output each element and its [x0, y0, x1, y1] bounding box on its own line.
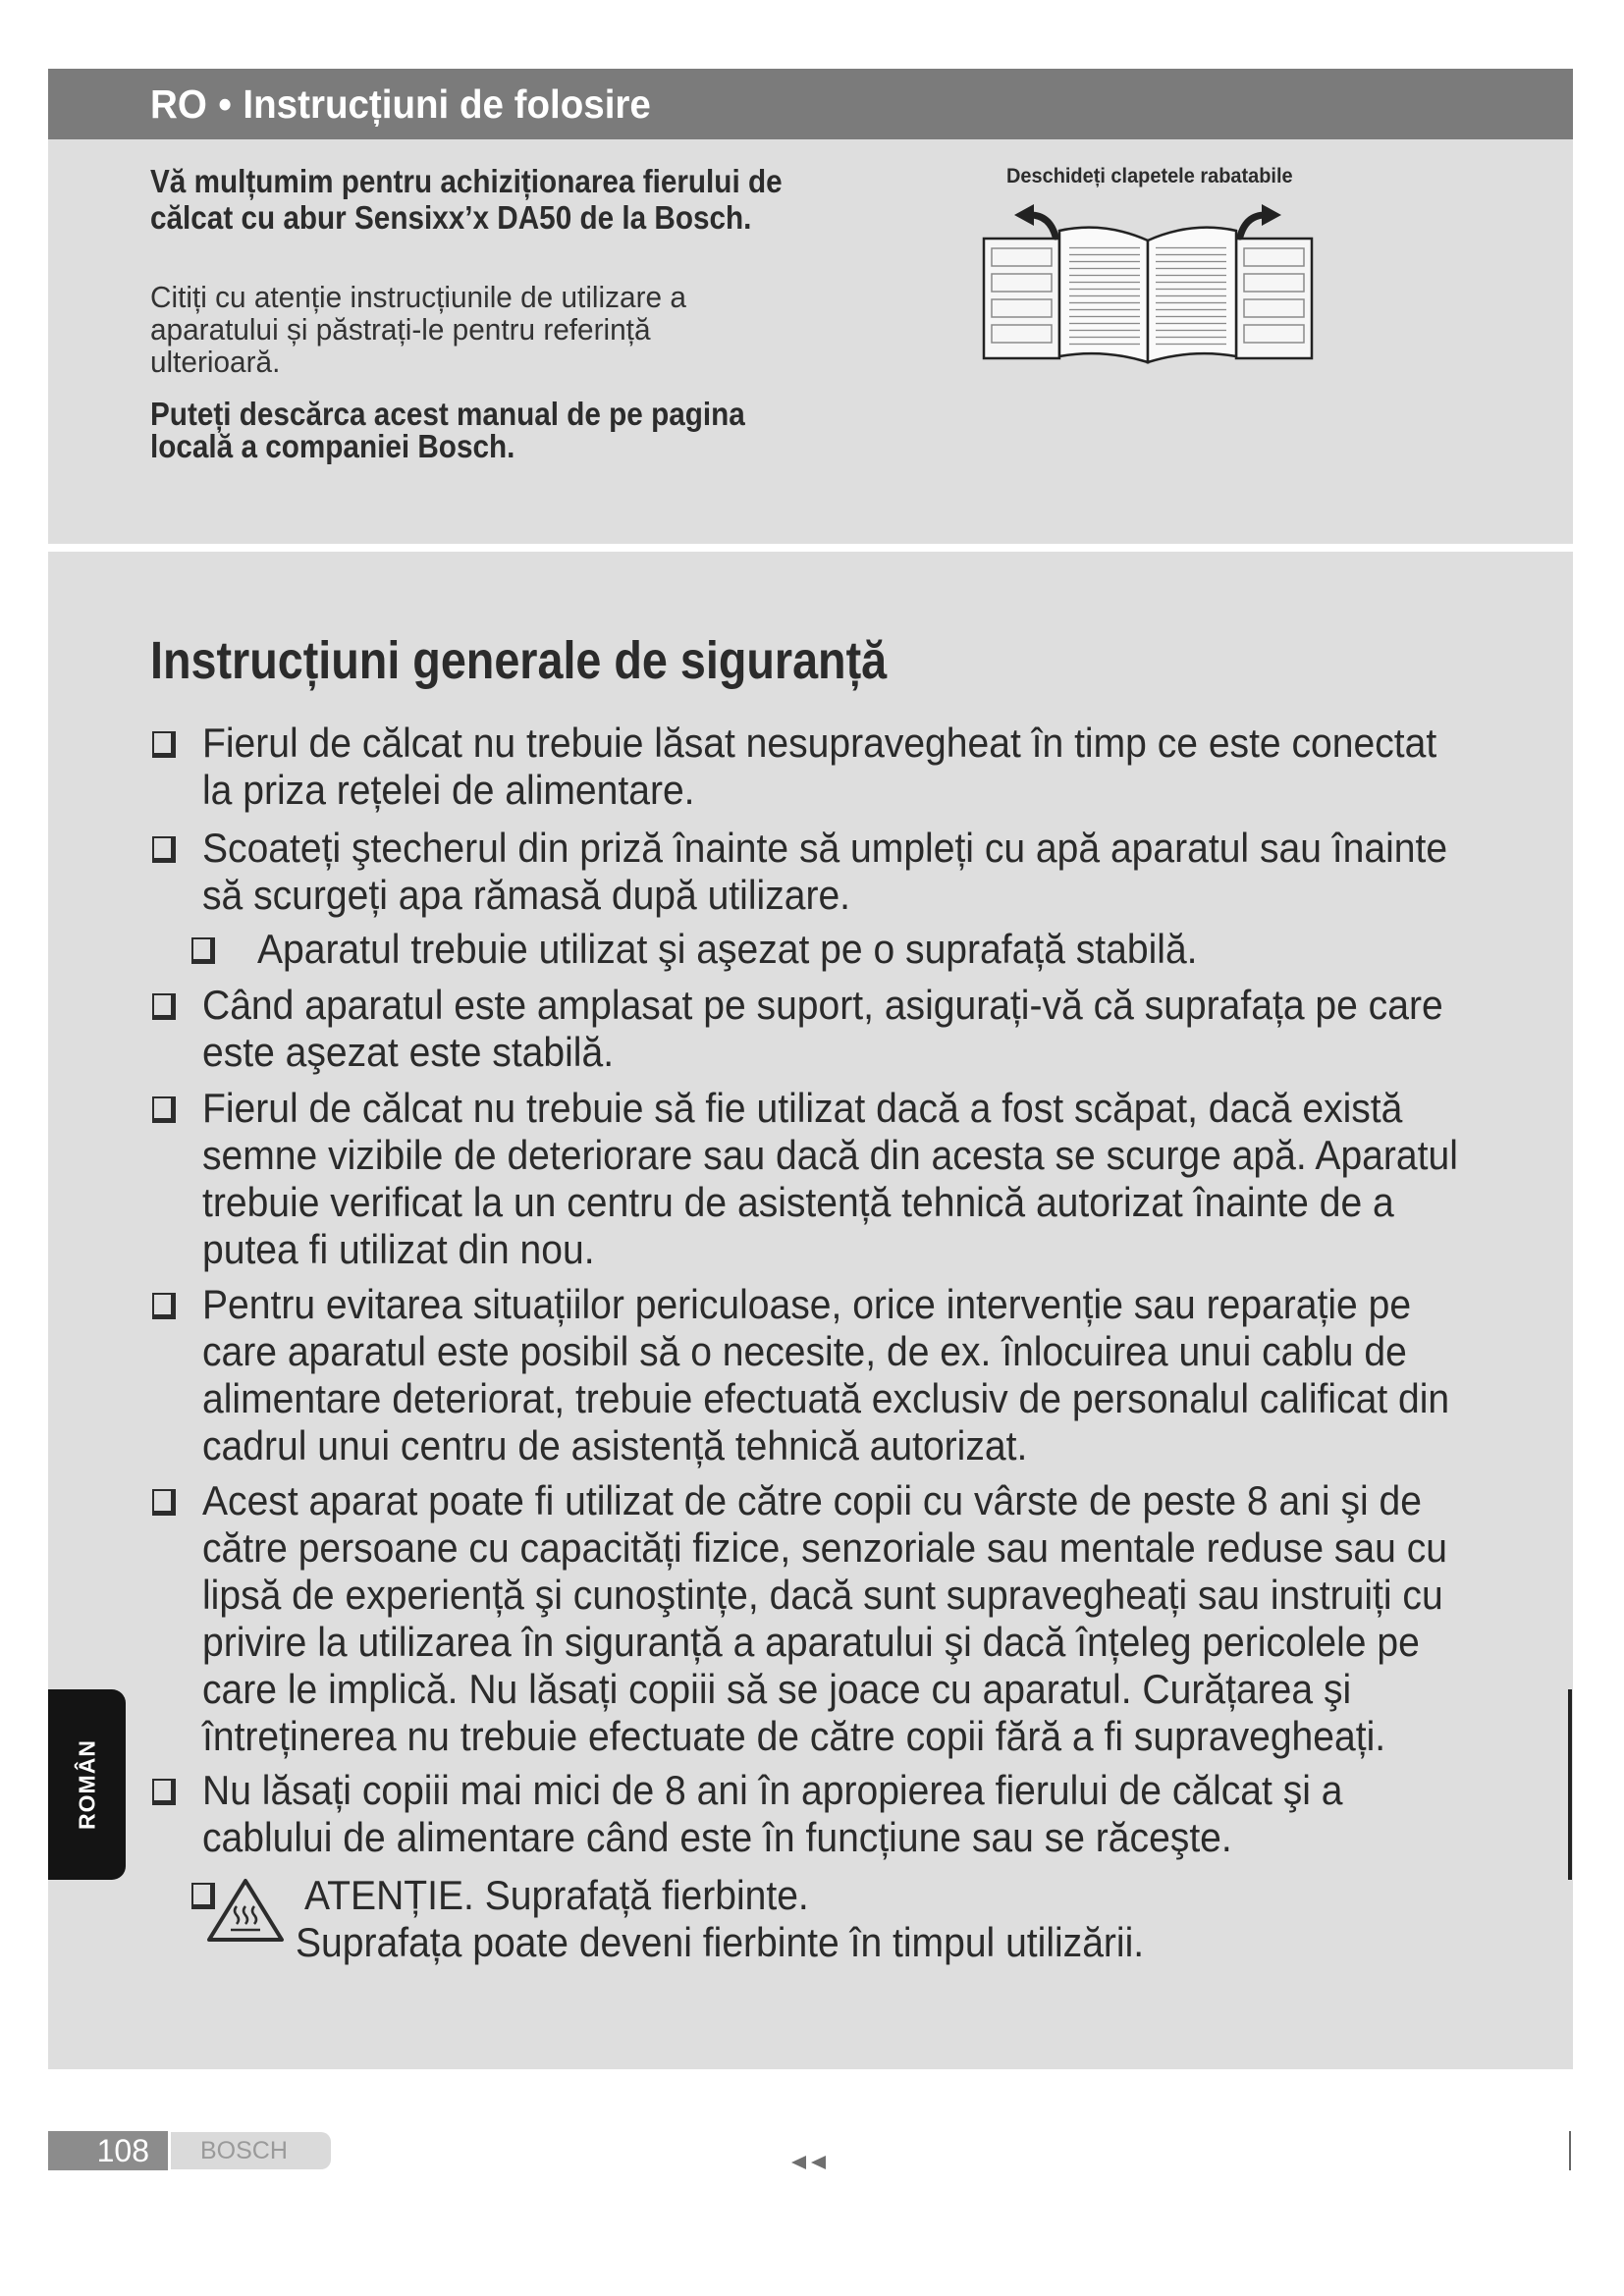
safety-item-line: Aparatul trebuie utilizat şi aşezat pe o suprafață stabilă.: [257, 926, 1198, 972]
safety-item-text: [202, 1085, 1552, 1273]
right-flap: [1236, 239, 1312, 358]
safety-item-line: putea fi utilizat din nou.: [202, 1226, 595, 1272]
flaps-caption: Deschideți clapetele rabatabile: [1006, 165, 1293, 187]
safety-panel: [48, 552, 1573, 2069]
footer-margin-rule: [1569, 2131, 1571, 2170]
header-separator: •: [218, 81, 232, 127]
checkbox-bullet-icon: [152, 993, 176, 1020]
left-flap: [984, 239, 1059, 358]
download-line: Puteți descărca acest manual de pe pagina: [150, 396, 745, 432]
safety-item-text: [202, 825, 1542, 919]
checkbox-bullet-icon: [152, 1489, 176, 1516]
curved-arrow-right-icon: [1240, 204, 1281, 237]
safety-item-line: care aparatul este posibil să o necesite, de ex. înlocuirea unui cablu de: [202, 1328, 1407, 1374]
safety-item-text: [257, 926, 1269, 973]
brand-label: BOSCH: [168, 2132, 331, 2169]
safety-item-line: cadrul unui centru de asistență tehnică autorizat.: [202, 1422, 1028, 1468]
curved-arrow-left-icon: [1014, 204, 1056, 237]
download-line: locală a companiei Bosch.: [150, 428, 515, 464]
thanks-line: călcat cu abur Sensixx’x DA50 de la Bosch.: [150, 199, 752, 236]
safety-item-line: alimentare deteriorat, trebuie efectuată exclusiv de personalul calificat din: [202, 1375, 1450, 1421]
safety-item-line: lipsă de experiență şi cunoştințe, dacă sunt supravegheați sau instruiți cu: [202, 1572, 1443, 1618]
safety-item-line: Când aparatul este amplasat pe suport, asigurați-vă că suprafața pe care: [202, 982, 1443, 1028]
checkbox-bullet-icon: [191, 937, 215, 964]
safety-item-line: către persoane cu capacități fizice, senzoriale sau mentale reduse sau cu: [202, 1524, 1447, 1571]
safety-item-line: Fierul de călcat nu trebuie lăsat nesupravegheat în timp ce este conectat: [202, 720, 1437, 766]
safety-item-line: la priza rețelei de alimentare.: [202, 767, 695, 813]
read-line: Citiți cu atenție instrucțiunile de utilizare a: [150, 280, 686, 314]
download-paragraph: [150, 398, 811, 462]
left-page: [1059, 228, 1148, 362]
right-page: [1148, 228, 1236, 362]
read-line: ulterioară.: [150, 345, 281, 379]
safety-item-line: Scoateți ştecherul din priză înainte să umpleți cu apă aparatul sau înainte: [202, 825, 1448, 871]
checkbox-bullet-icon: [152, 836, 176, 863]
safety-item-line: Nu lăsați copiii mai mici de 8 ani în apropierea fierului de călcat şi a: [202, 1767, 1343, 1813]
safety-item-line: să scurgeți apa rămasă după utilizare.: [202, 872, 851, 918]
language-side-tab: [48, 1689, 126, 1880]
safety-item-line: Fierul de călcat nu trebuie să fie utilizat dacă a fost scăpat, dacă există: [202, 1085, 1403, 1131]
checkbox-bullet-icon: [152, 1293, 176, 1319]
section-heading: Instrucțiuni generale de siguranță: [150, 631, 888, 690]
safety-item-line: întreținerea nu trebuie efectuate de către copii fără a fi supravegheați.: [202, 1713, 1386, 1759]
language-code: RO: [150, 81, 207, 127]
open-flaps-illustration: [981, 203, 1315, 365]
safety-item-line: este aşezat este stabilă.: [202, 1029, 615, 1075]
read-line: aparatului și păstrați-le pentru referință: [150, 312, 651, 347]
safety-item-line: Acest aparat poate fi utilizat de către copii cu vârste de peste 8 ani şi de: [202, 1477, 1422, 1523]
header-title: [150, 69, 651, 139]
read-instructions-paragraph: [150, 281, 709, 378]
safety-item-line: cablului de alimentare când este în funcțiune sau se răceşte.: [202, 1814, 1232, 1860]
thanks-line: Vă mulțumim pentru achiziționarea fierului de: [150, 163, 783, 199]
safety-item-text: [202, 1281, 1543, 1469]
document-title: Instrucțiuni de folosire: [243, 81, 651, 127]
safety-item-text: [202, 720, 1530, 814]
safety-item-line: privire la utilizarea în siguranță a aparatului şi dacă înțeleg pericolele pe: [202, 1619, 1420, 1665]
safety-item-text: [202, 1477, 1541, 1760]
safety-item-text: [202, 1767, 1429, 1861]
checkbox-bullet-icon: [152, 1779, 176, 1805]
previous-page-icon[interactable]: [788, 2153, 832, 2172]
side-margin-rule: [1568, 1689, 1572, 1880]
checkbox-bullet-icon: [152, 1096, 176, 1123]
thanks-paragraph: [150, 163, 852, 236]
hot-surface-warning-icon: [205, 1877, 286, 1944]
safety-item-line: trebuie verificat la un centru de asistență tehnică autorizat înainte de a: [202, 1179, 1394, 1225]
language-tab-label: ROMÂN: [74, 1739, 99, 1830]
safety-item-text: [202, 982, 1537, 1076]
safety-item-line: semne vizibile de deteriorare sau dacă din acesta se scurge apă. Aparatul: [202, 1132, 1458, 1178]
header-bar: [48, 69, 1573, 139]
warning-label: ATENȚIE. Suprafață fierbinte.: [304, 1872, 809, 1918]
intro-panel: [48, 139, 1573, 544]
warning-text: Suprafața poate deveni fierbinte în timpul utilizării.: [296, 1919, 1145, 1965]
checkbox-bullet-icon: [152, 731, 176, 758]
page-number: 108: [48, 2131, 168, 2170]
safety-item-line: care le implică. Nu lăsați copiii să se joace cu aparatul. Curățarea şi: [202, 1666, 1352, 1712]
safety-item-line: Pentru evitarea situațiilor periculoase, orice intervenție sau reparație pe: [202, 1281, 1412, 1327]
